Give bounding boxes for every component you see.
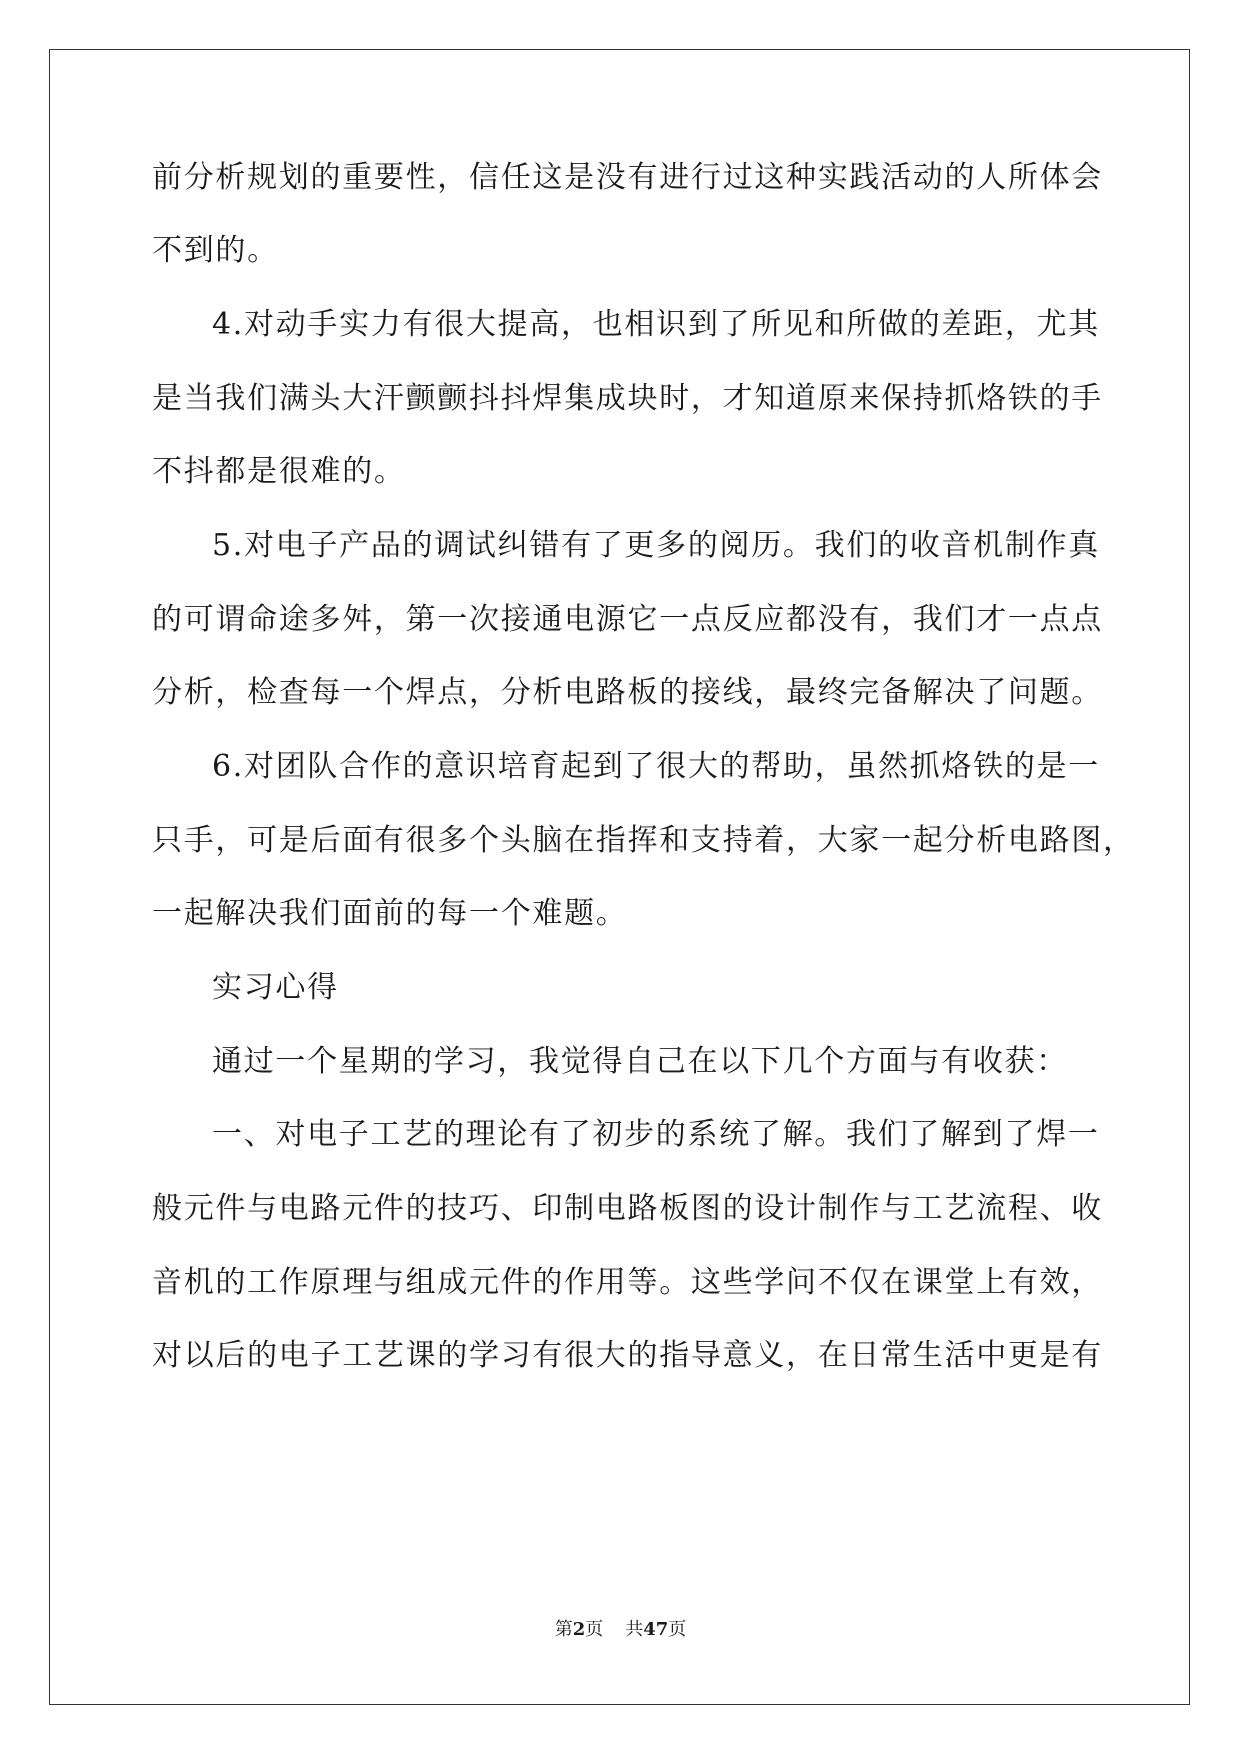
text-line: 分析，检查每一个焊点，分析电路板的接线，最终完备解决了问题。: [152, 675, 1103, 710]
text-line: 音机的工作原理与组成元件的作用等。这些学问不仅在课堂上有效，: [152, 1265, 1103, 1300]
text-line: 是当我们满头大汗颤颤抖抖焊集成块时，才知道原来保持抓烙铁的手: [152, 381, 1103, 416]
text-line: 只手，可是后面有很多个头脑在指挥和支持着，大家一起分析电路图，: [152, 823, 1135, 858]
page-label-suffix: 页: [585, 1619, 604, 1640]
page-border: [49, 49, 1190, 1705]
text-line: 5.对电子产品的调试纠错有了更多的阅历。我们的收音机制作真: [212, 528, 1100, 563]
text-line: 不抖都是很难的。: [152, 454, 406, 489]
text-line: 般元件与电路元件的技巧、印制电路板图的设计制作与工艺流程、收: [152, 1191, 1103, 1226]
text-line: 4.对动手实力有很大提高，也相识到了所见和所做的差距，尤其: [212, 307, 1100, 342]
text-line: 不到的。: [152, 233, 279, 268]
text-line: 的可谓命途多舛，第一次接通电源它一点反应都没有，我们才一点点: [152, 602, 1103, 637]
text-line: 前分析规划的重要性，信任这是没有进行过这种实践活动的人所体会: [152, 160, 1103, 195]
text-line: 对以后的电子工艺课的学习有很大的指导意义，在日常生活中更是有: [152, 1338, 1103, 1373]
page-number: 2: [572, 1619, 586, 1640]
text-line: 6.对团队合作的意识培育起到了很大的帮助，虽然抓烙铁的是一: [212, 749, 1100, 784]
section-heading: 实习心得: [212, 970, 339, 1005]
total-pages: 47: [643, 1619, 669, 1640]
page-footer: [0, 1618, 1241, 1642]
text-line: 一、对电子工艺的理论有了初步的系统了解。我们了解到了焊一: [212, 1117, 1100, 1152]
total-label-suffix: 页: [668, 1619, 687, 1640]
text-line: 通过一个星期的学习，我觉得自己在以下几个方面与有收获：: [212, 1044, 1068, 1079]
text-line: 一起解决我们面前的每一个难题。: [152, 896, 628, 931]
page-label-prefix: 第: [554, 1619, 573, 1640]
total-label-prefix: 共: [625, 1619, 644, 1640]
